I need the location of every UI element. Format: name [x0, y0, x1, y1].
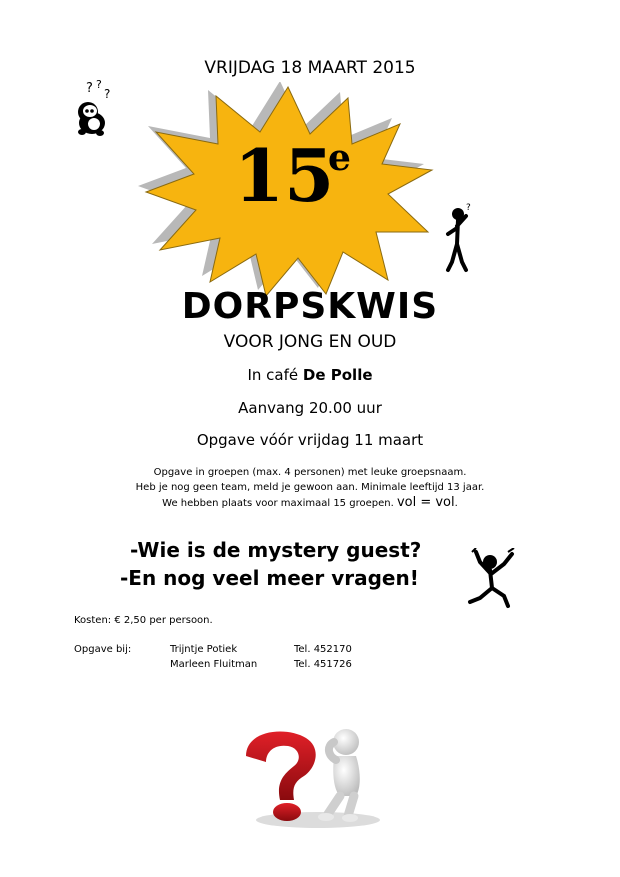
question-line-2: -En nog veel meer vragen! [120, 566, 419, 590]
contact-name: Trijntje Potiek [170, 644, 238, 655]
edition-suffix: e [328, 137, 351, 179]
question-mark-figure-icon [236, 716, 394, 832]
edition-starburst [138, 82, 438, 297]
registration-label: Opgave bij: [74, 644, 132, 655]
details-line-2: Heb je nog geen team, meld je gewoon aan. Minimale leeftijd 13 jaar. [135, 482, 485, 493]
svg-text:?: ? [104, 87, 111, 101]
contact-phone: Tel. 452170 [294, 644, 352, 655]
costs: Kosten: € 2,50 per persoon. [74, 615, 213, 626]
contact-name: Marleen Fluitman [170, 659, 258, 670]
details-line-3-end: . [454, 498, 458, 509]
details-line-1: Opgave in groepen (max. 4 personen) met leuke groepsnaam. [153, 467, 467, 478]
contact-names [170, 642, 257, 672]
contact-phones [294, 642, 352, 672]
dancing-stickman-icon [462, 548, 522, 612]
svg-text:?: ? [466, 203, 471, 213]
panda-icon [72, 78, 116, 138]
event-title: DORPSKWIS [181, 286, 439, 327]
question-line-1: -Wie is de mystery guest? [130, 538, 422, 562]
event-subtitle: VOOR JONG EN OUD [223, 332, 397, 352]
details-line-3-text: We hebben plaats voor maximaal 15 groepen. [162, 498, 394, 509]
registration-deadline: Opgave vóór vrijdag 11 maart [196, 431, 424, 449]
vol-is-vol: vol = vol [396, 495, 455, 510]
venue-name: De Polle [302, 366, 373, 384]
event-date: VRIJDAG 18 MAART 2015 [204, 58, 416, 78]
event-venue [0, 366, 620, 384]
contact-phone: Tel. 451726 [294, 659, 352, 670]
thinking-stickman-icon [444, 200, 476, 276]
details-line-3 [0, 495, 620, 511]
venue-prefix: In café [247, 366, 299, 384]
registration-details [0, 465, 620, 511]
start-time: Aanvang 20.00 uur [238, 399, 382, 417]
svg-text:?: ? [96, 78, 102, 91]
edition-number: 15 [234, 133, 335, 218]
svg-text:?: ? [86, 81, 93, 96]
